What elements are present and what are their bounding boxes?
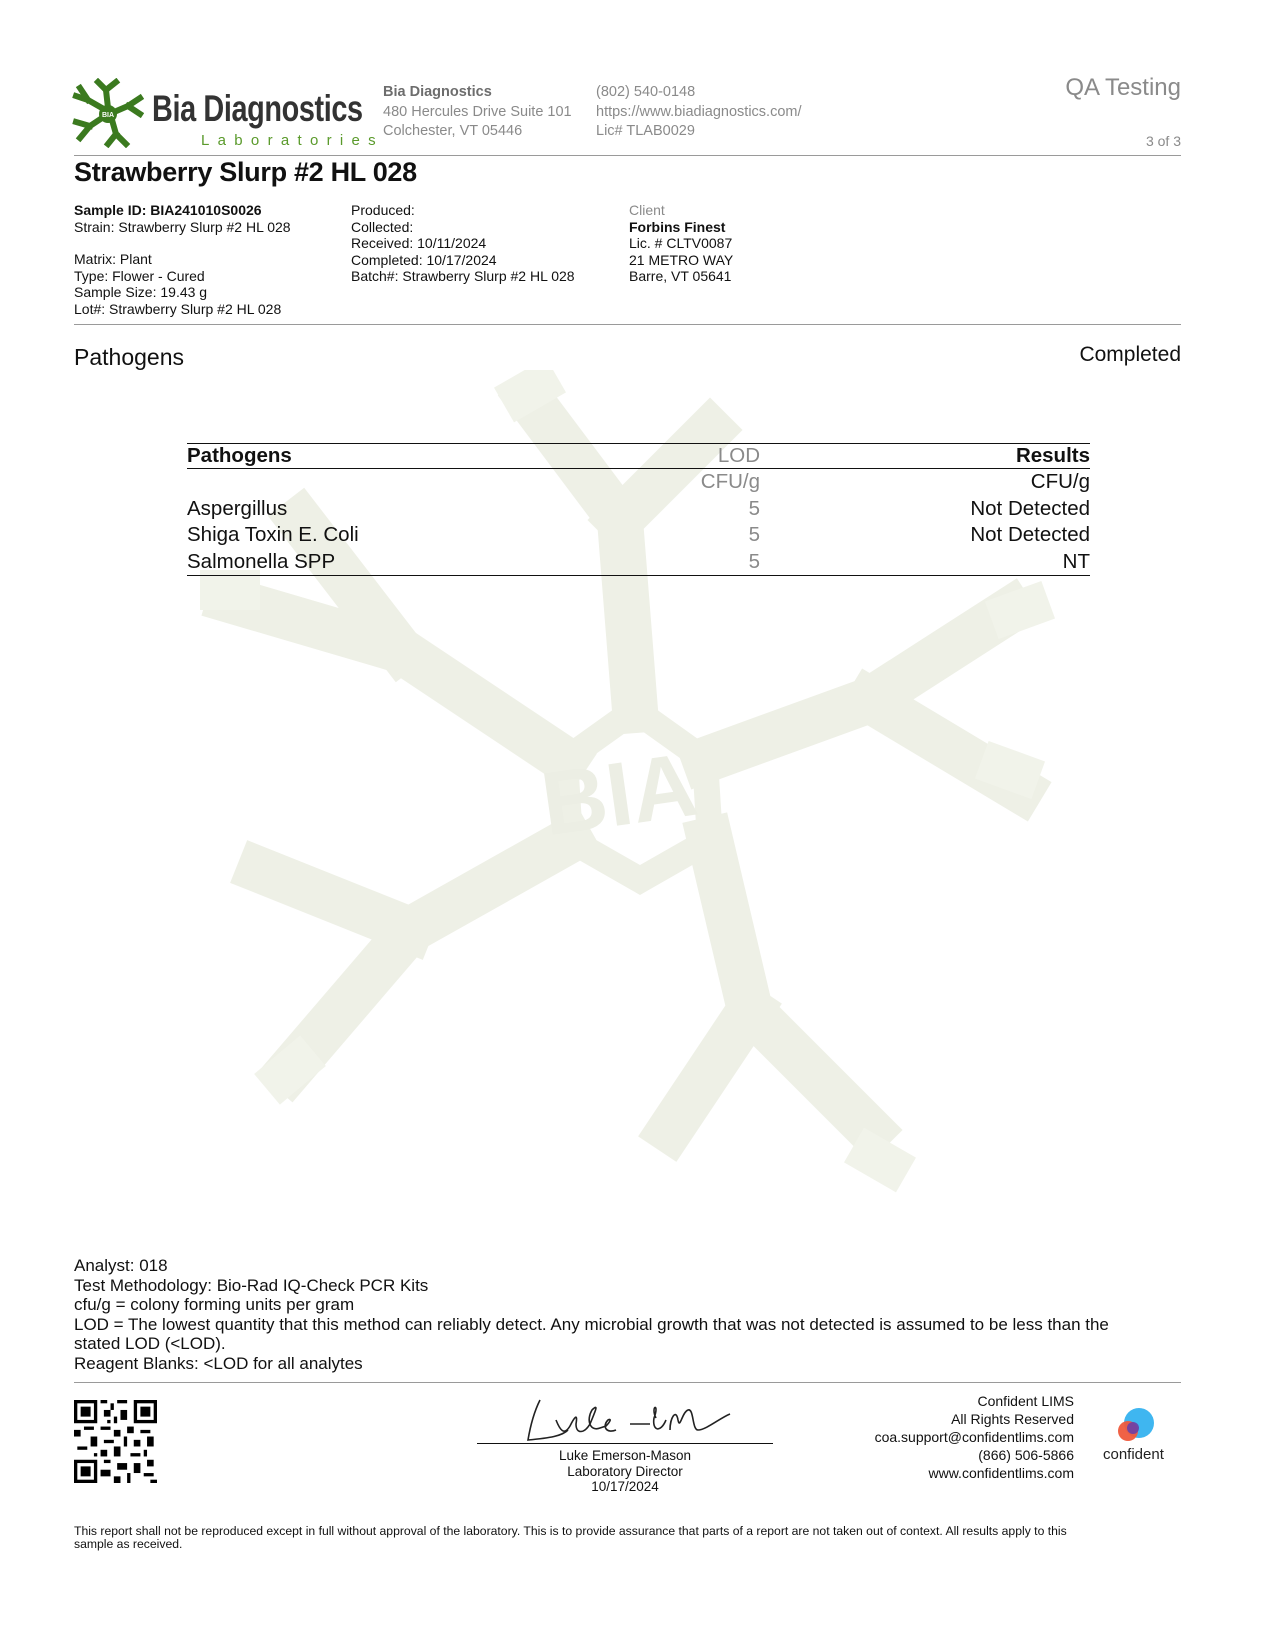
lims-rights: All Rights Reserved: [951, 1411, 1074, 1427]
confident-logo-text: confident: [1103, 1446, 1164, 1463]
signatory-role: Laboratory Director: [567, 1463, 683, 1479]
page-number: 3 of 3: [1145, 133, 1181, 149]
pathogen-lod: 5: [748, 496, 760, 520]
table-row: [187, 549, 1090, 576]
units-row: [187, 469, 1090, 496]
table-header-row: [187, 444, 1090, 469]
client-info: [629, 202, 733, 285]
lims-name: Confident LIMS: [977, 1393, 1074, 1409]
pathogen-name: Aspergillus: [187, 496, 288, 520]
units-lod: CFU/g: [700, 470, 760, 494]
lims-website[interactable]: www.confidentlims.com: [928, 1465, 1074, 1481]
signature-icon: [520, 1390, 750, 1446]
sample-size: Sample Size: 19.43 g: [74, 284, 208, 300]
sample-strain: Strain: Strawberry Slurp #2 HL 028: [74, 218, 291, 235]
reagent-blanks: Reagent Blanks: <LOD for all analytes: [74, 1353, 363, 1373]
confident-logo-icon: [1112, 1405, 1158, 1445]
sample-completed: Completed: 10/17/2024: [351, 251, 497, 268]
header-rule: [74, 155, 1181, 156]
lims-phone: (866) 506-5866: [978, 1447, 1074, 1463]
signature-line: [477, 1443, 773, 1444]
client-label: Client: [629, 202, 665, 218]
table-row: [187, 496, 1090, 523]
client-license: Lic. # CLTV0087: [629, 235, 733, 251]
sample-produced: Produced:: [351, 202, 415, 218]
signatory: [477, 1448, 773, 1495]
sample-id: Sample ID: BIA241010S0026: [74, 202, 262, 218]
method-notes: [74, 1256, 1184, 1373]
pathogen-result: Not Detected: [970, 496, 1090, 520]
pathogen-name: Salmonella SPP: [187, 549, 560, 576]
test-methodology: Test Methodology: Bio-Rad IQ-Check PCR Kits: [74, 1275, 429, 1295]
lab-website[interactable]: https://www.biadiagnostics.com/: [596, 103, 802, 120]
analyst: Analyst: 018: [74, 1256, 168, 1275]
svg-text:BIA: BIA: [535, 734, 704, 856]
units-name: [187, 469, 560, 496]
report-type: QA Testing: [1065, 74, 1181, 101]
lab-address-line1: 480 Hercules Drive Suite 101: [383, 103, 572, 120]
sample-title: Strawberry Slurp #2 HL 028: [74, 157, 417, 187]
sample-type: Type: Flower - Cured: [74, 267, 205, 284]
pathogen-name: Shiga Toxin E. Coli: [187, 523, 359, 547]
lab-phone: (802) 540-0148: [596, 84, 696, 100]
lab-contact: [596, 83, 802, 142]
lims-email[interactable]: coa.support@confidentlims.com: [874, 1429, 1074, 1445]
sample-lot: Lot#: Strawberry Slurp #2 HL 028: [74, 300, 282, 317]
sample-info: [74, 202, 291, 317]
section-title: Pathogens: [74, 344, 184, 370]
sample-collected: Collected:: [351, 218, 414, 235]
table-row: [187, 522, 1090, 549]
pathogens-table: [187, 443, 1090, 576]
sample-dates: [351, 202, 575, 285]
qr-code-icon[interactable]: [74, 1400, 157, 1483]
svg-text:BIA: BIA: [101, 112, 115, 119]
col-header-results: Results: [760, 444, 1090, 469]
lab-address-line2: Colchester, VT 05446: [383, 123, 523, 139]
disclaimer-line2: sample as received.: [74, 1537, 183, 1551]
col-header-pathogens: Pathogens: [187, 444, 560, 469]
pathogen-result: Not Detected: [970, 523, 1090, 547]
col-header-lod: LOD: [560, 444, 760, 469]
units-results: CFU/g: [1030, 470, 1090, 494]
lab-name: Bia Diagnostics: [383, 84, 492, 100]
signature-date: 10/17/2024: [591, 1479, 659, 1494]
lab-address: [383, 83, 572, 142]
footer-rule: [74, 1382, 1181, 1383]
client-name: Forbins Finest: [629, 218, 726, 235]
disclaimer-line1: This report shall not be reproduced except in full without approval of the laboratory. This is to provide assurance that parts of a report are not taken out of context. All results apply to this: [74, 1524, 1067, 1538]
sample-batch: Batch#: Strawberry Slurp #2 HL 028: [351, 268, 575, 284]
client-address2: Barre, VT 05641: [629, 268, 732, 284]
pathogen-lod: 5: [560, 549, 760, 576]
lod-definition-cont: stated LOD (<LOD).: [74, 1334, 226, 1353]
pathogen-lod: 5: [748, 523, 760, 547]
sample-matrix: Matrix: Plant: [74, 251, 152, 267]
lab-license: Lic# TLAB0029: [596, 123, 695, 139]
disclaimer: [74, 1525, 1194, 1551]
pathogen-result: NT: [760, 549, 1090, 576]
status-text: Completed: [1079, 343, 1181, 366]
lims-info: [875, 1392, 1074, 1482]
client-address1: 21 METRO WAY: [629, 251, 734, 268]
logo-name: Bia Diagnostics: [152, 88, 363, 129]
info-rule: [74, 324, 1181, 325]
bia-logo-icon: [72, 78, 144, 148]
signatory-name: Luke Emerson-Mason: [558, 1448, 692, 1463]
logo-subtitle: Laboratories: [201, 132, 384, 149]
cfu-definition: cfu/g = colony forming units per gram: [74, 1295, 355, 1314]
lod-definition: LOD = The lowest quantity that this method can reliably detect. Any microbial growth that was not detected is assumed to be less than the: [74, 1314, 1109, 1334]
sample-received: Received: 10/11/2024: [351, 235, 487, 251]
